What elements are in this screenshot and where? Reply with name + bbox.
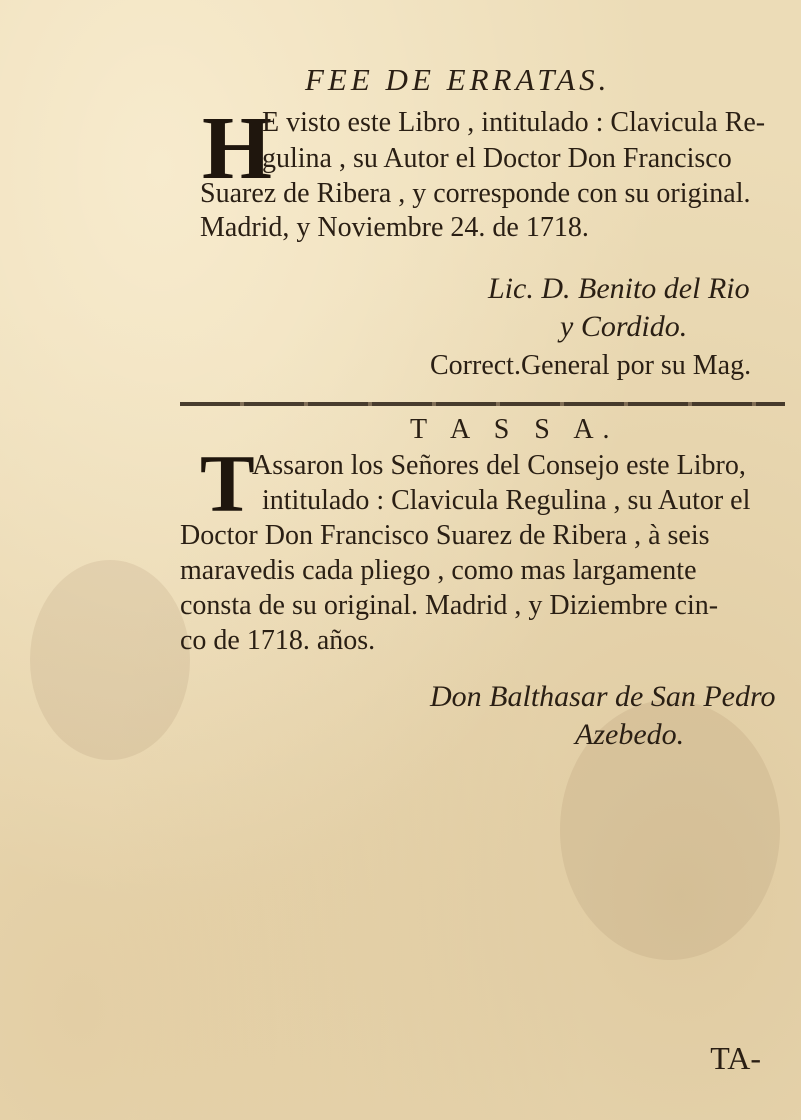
errata-signature-1: Lic. D. Benito del Rio <box>488 272 750 305</box>
tassa-line-5: consta de su original. Madrid , y Diziembre cin- <box>180 590 719 621</box>
tassa-signature-2: Azebedo. <box>575 718 685 751</box>
paper-stain <box>30 560 190 760</box>
tassa-line-4: maravedis cada pliego , como mas largamente <box>180 555 697 586</box>
errata-signature-2: y Cordido. <box>560 310 688 343</box>
page-title: FEE DE ERRATAS. <box>305 62 611 97</box>
drop-cap-t: T <box>200 438 255 529</box>
errata-line-2: gulina , su Autor el Doctor Don Francisco <box>262 143 732 174</box>
errata-line-3: Suarez de Ribera , y corresponde con su original. <box>200 178 751 209</box>
tassa-signature-1: Don Balthasar de San Pedro <box>430 680 776 713</box>
section-divider <box>180 402 785 406</box>
tassa-line-2: intitulado : Clavicula Regulina , su Autor el <box>262 485 751 516</box>
section-heading-tassa: T A S S A. <box>410 414 619 445</box>
tassa-line-6: co de 1718. años. <box>180 625 376 656</box>
errata-line-4: Madrid, y Noviembre 24. de 1718. <box>200 212 589 243</box>
catchword: TA- <box>710 1040 761 1076</box>
errata-line-1: E visto este Libro , intitulado : Clavicula Re- <box>262 107 766 138</box>
tassa-line-1: Assaron los Señores del Consejo este Libro, <box>252 450 746 481</box>
drop-cap-h: H <box>202 99 273 198</box>
errata-office: Correct.General por su Mag. <box>430 350 752 381</box>
tassa-line-3: Doctor Don Francisco Suarez de Ribera , à seis <box>180 520 710 551</box>
